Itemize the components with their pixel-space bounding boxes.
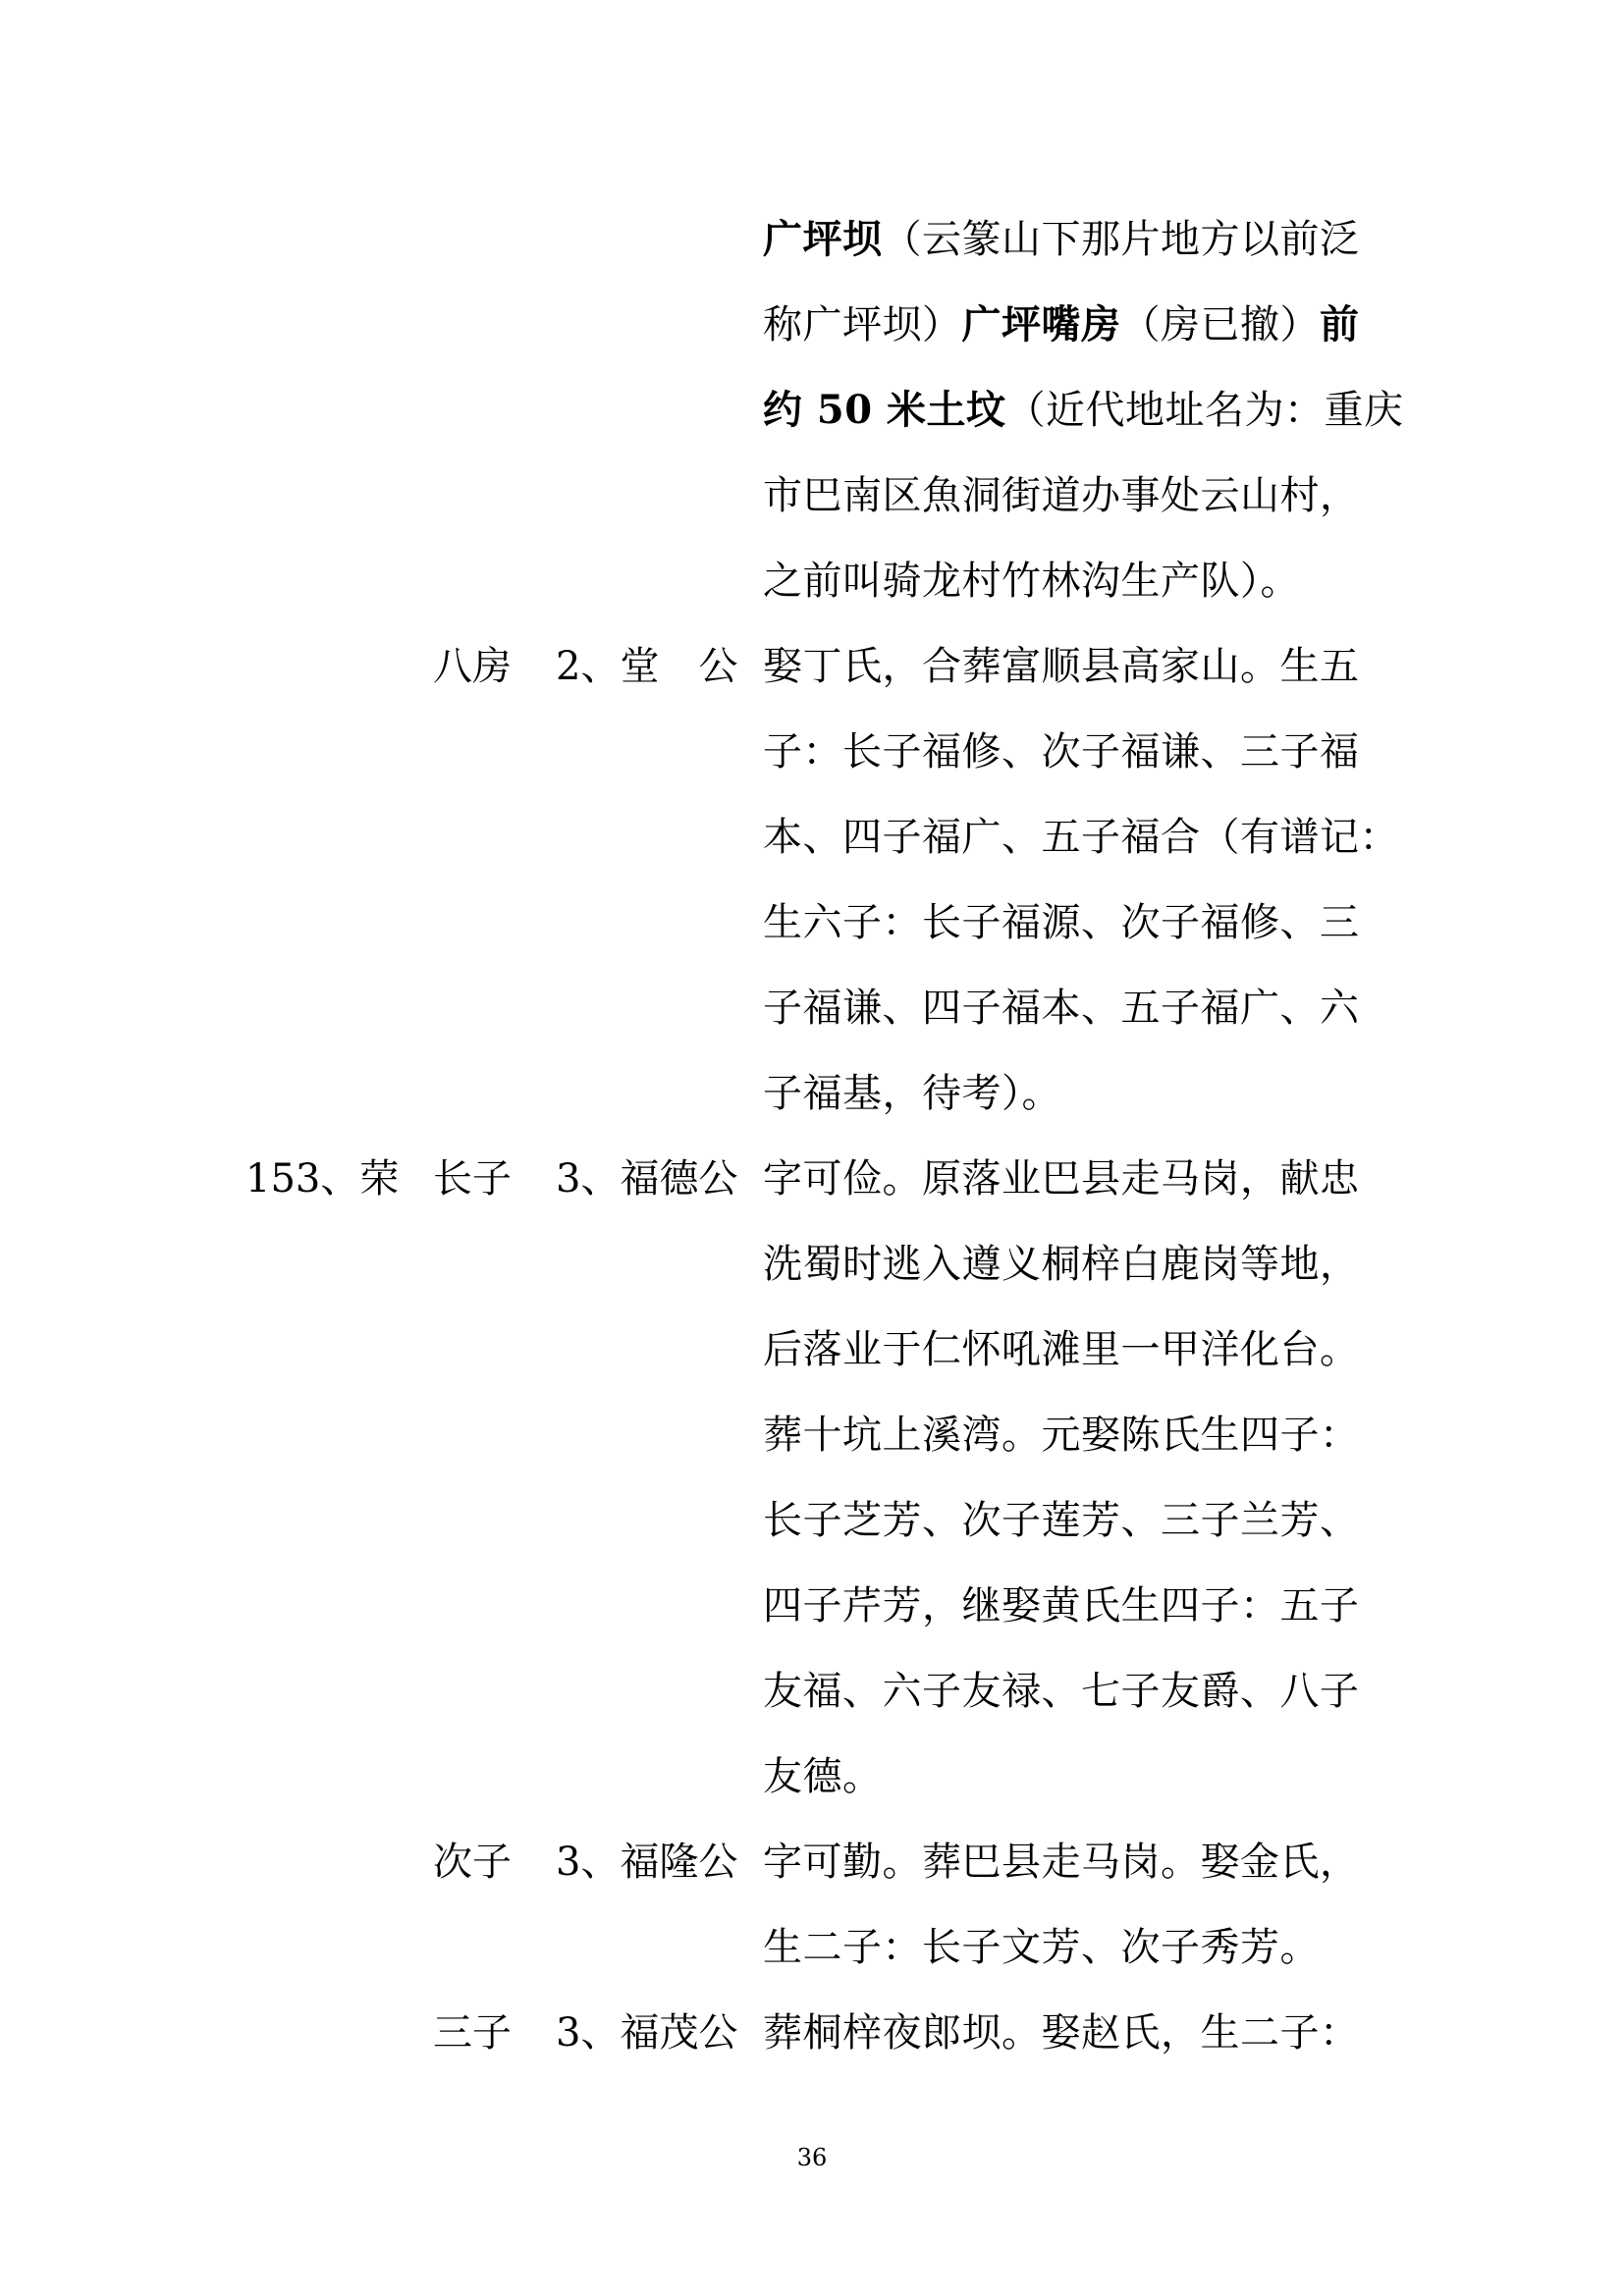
text-line <box>763 212 1360 267</box>
text-span: 称广坪坝） <box>763 302 962 347</box>
text-line: 四子芹芳，继娶黄氏生四子：五子 <box>763 1583 1360 1629</box>
order-label: 次子 <box>433 1840 512 1885</box>
text-line <box>763 297 1360 352</box>
order-label: 长子 <box>433 1156 512 1201</box>
text-span: 市巴南区魚洞街道办事处云山村， <box>763 473 1360 518</box>
page-number: 36 <box>796 2144 828 2171</box>
generation-label: 2、堂 公 <box>556 644 738 689</box>
text-line: 字可勤。葬巴县走马岗。娶金氏， <box>763 1840 1360 1885</box>
text-bold: 广坪嘴房 <box>961 301 1121 347</box>
text-line: 洗蜀时逃入遵义桐梓白鹿岗等地， <box>763 1242 1360 1287</box>
text-line: 葬十坑上溪湾。元娶陈氏生四子： <box>763 1413 1360 1458</box>
text-span: （近代地址名为：重庆 <box>1005 388 1404 433</box>
text-bold: 约 50 米土坟 <box>763 387 1006 433</box>
text-span: （房已撤） <box>1120 302 1320 347</box>
text-line: 字可俭。原落业巴县走马岗，献忠 <box>763 1156 1360 1201</box>
generation-label: 3、福茂公 <box>556 2010 738 2056</box>
text-span: （云篆山下那片地方以前泛 <box>882 217 1360 262</box>
text-line: 子福基，待考）。 <box>763 1071 1061 1116</box>
text-line: 友德。 <box>763 1754 883 1799</box>
text-line: 娶丁氏，合葬富顺县高家山。生五 <box>763 644 1360 689</box>
text-line: 友福、六子友禄、七子友爵、八子 <box>763 1669 1360 1714</box>
text-line: 子福谦、四子福本、五子福广、六 <box>763 986 1360 1031</box>
generation-label: 3、福隆公 <box>556 1840 738 1885</box>
entry-number: 153、荣 <box>245 1156 400 1201</box>
text-line: 生二子：长子文芳、次子秀芳。 <box>763 1925 1320 1970</box>
text-line: 长子芝芳、次子莲芳、三子兰芳、 <box>763 1498 1360 1543</box>
text-line <box>763 383 1404 438</box>
text-line: 子：长子福修、次子福谦、三子福 <box>763 729 1360 774</box>
generation-label: 3、福德公 <box>556 1156 738 1201</box>
text-bold: 前 <box>1320 301 1360 347</box>
text-line <box>763 554 1300 609</box>
text-bold: 广坪坝 <box>763 216 883 262</box>
text-line: 本、四子福广、五子福合（有谱记： <box>763 815 1399 860</box>
text-line: 葬桐梓夜郎坝。娶赵氏，生二子： <box>763 2010 1360 2056</box>
text-line <box>763 468 1360 523</box>
text-line: 生六子：长子福源、次子福修、三 <box>763 900 1360 945</box>
branch-label: 八房 <box>433 644 512 689</box>
text-span: 之前叫骑龙村竹林沟生产队）。 <box>763 559 1300 604</box>
order-label: 三子 <box>433 2010 512 2056</box>
text-line: 后落业于仁怀吼滩里一甲洋化台。 <box>763 1327 1360 1372</box>
